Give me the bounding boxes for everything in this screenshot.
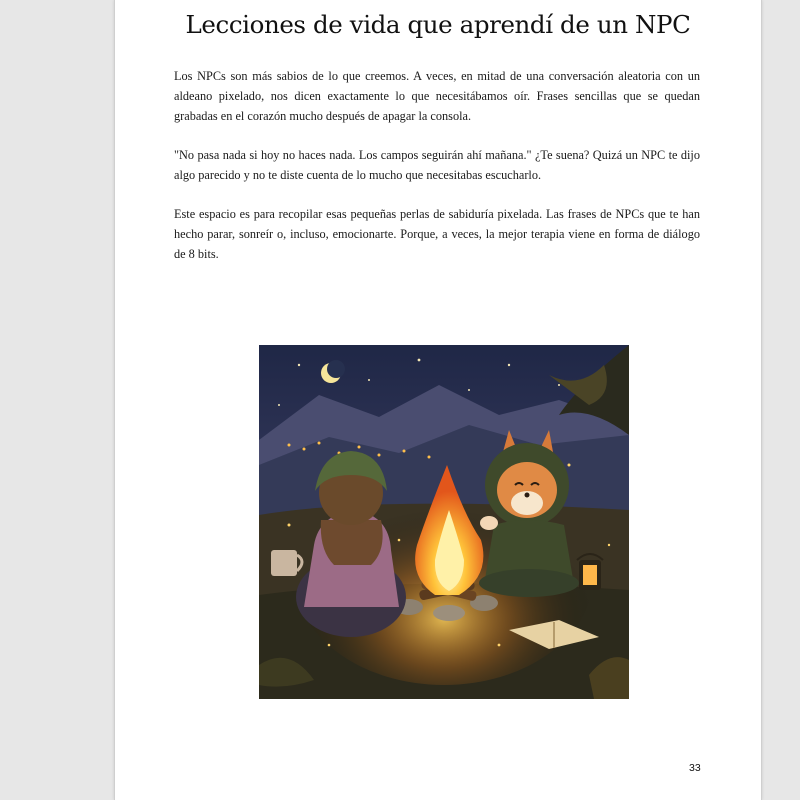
paragraph-3: Este espacio es para recopilar esas pequeñas perlas de sabiduría pixelada. Las frases de NPCs que te han hecho parar, sonreír o, incluso, emocionarte. Porque, a veces, la mejor terapia viene en forma de diálogo de 8 bits. — [174, 207, 700, 261]
body-text — [174, 66, 700, 283]
paragraph-1: Los NPCs son más sabios de lo que creemos. A veces, en mitad de una conversación aleatoria con un aldeano pixelado, nos dicen exactamente lo que necesitábamos oír. Frases sencillas que se quedan grabadas en el corazón mucho después de apagar la consola. — [174, 69, 700, 123]
page-number: 33 — [689, 762, 701, 774]
paragraph-2: "No pasa nada si hoy no haces nada. Los campos seguirán ahí mañana." ¿Te suena? Quizá un NPC te dijo algo parecido y no te diste cuenta de lo mucho que necesitabas escucharlo. — [174, 148, 700, 182]
campfire-illustration — [259, 345, 629, 699]
document-page — [114, 0, 762, 800]
page-title: Lecciones de vida que aprendí de un NPC — [185, 10, 691, 39]
